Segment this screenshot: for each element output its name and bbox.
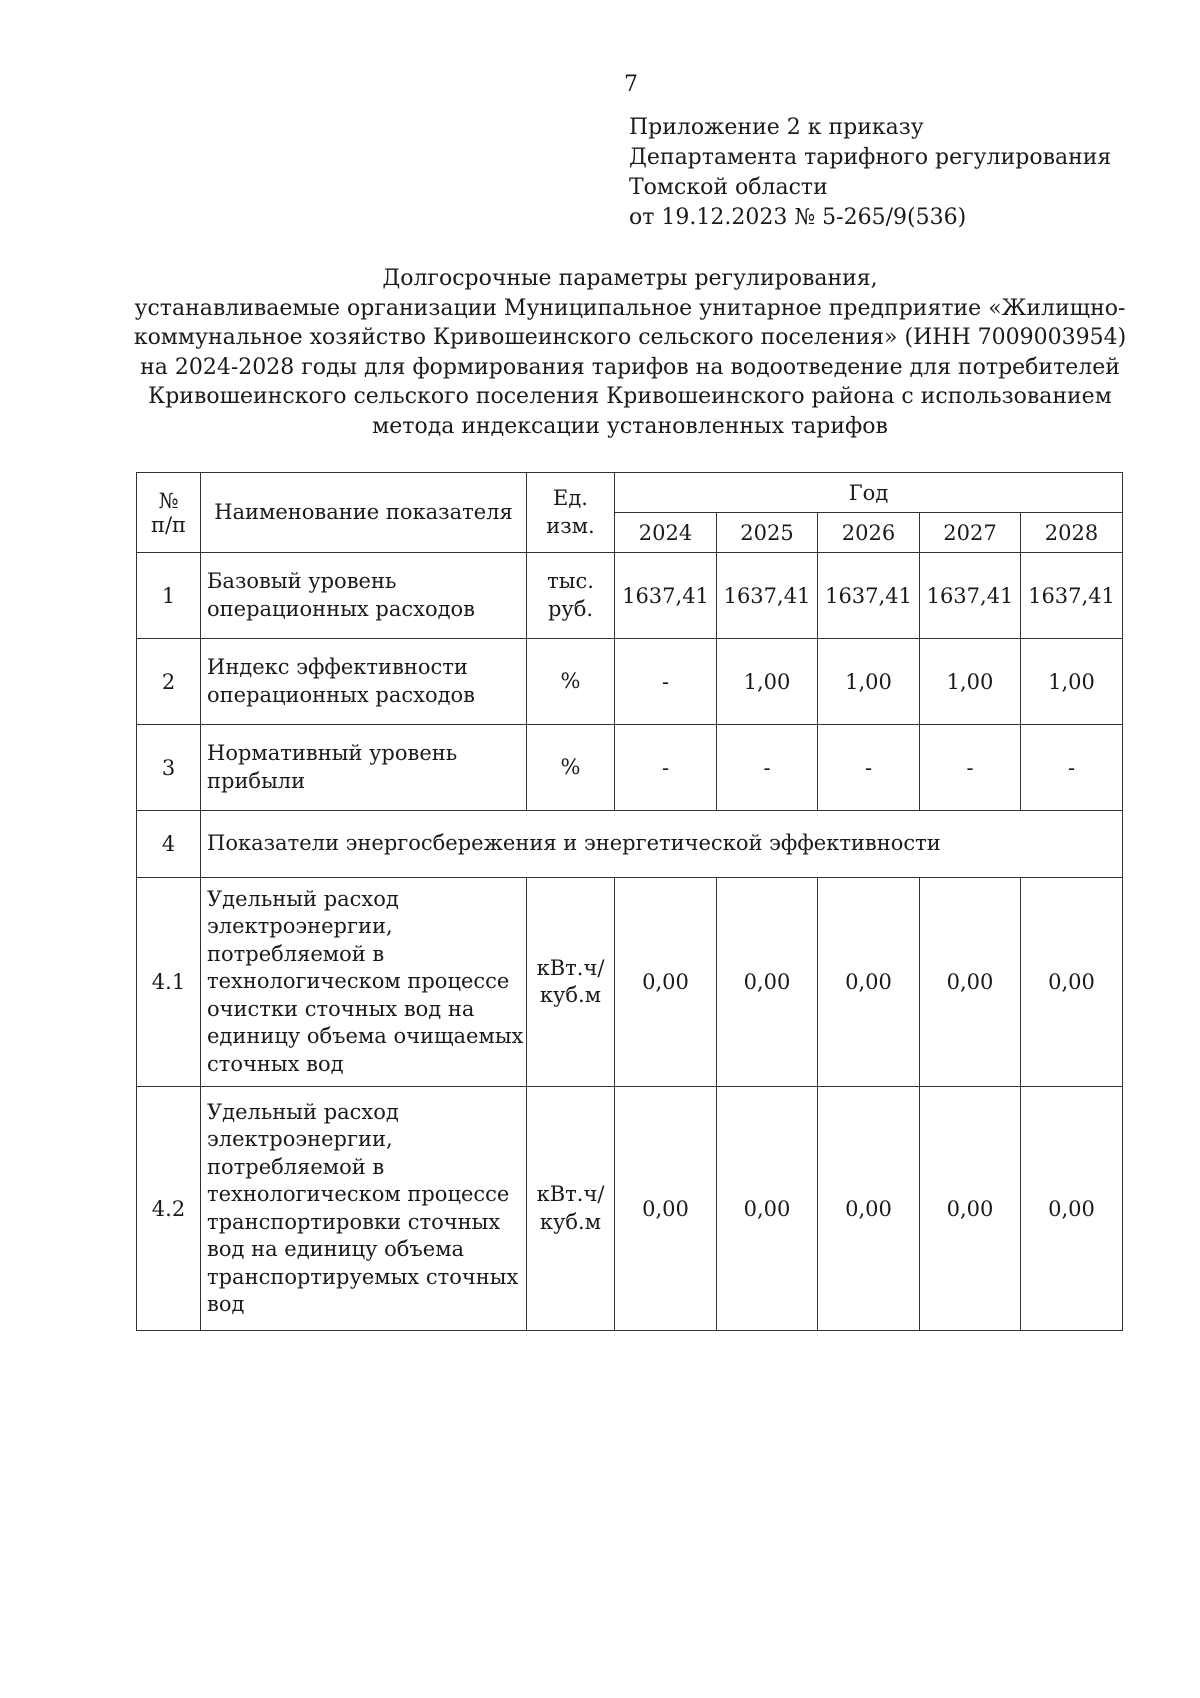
header-unit-line1: Ед. — [553, 486, 588, 510]
row-num: 4.2 — [137, 1087, 201, 1331]
row-value: 0,00 — [717, 1087, 818, 1331]
appendix-line: Департамента тарифного регулирования — [629, 145, 1112, 170]
row-value: - — [717, 725, 818, 811]
header-year: 2028 — [1021, 513, 1123, 553]
appendix-line: Томской области — [629, 175, 828, 200]
row-value: - — [615, 725, 717, 811]
table-section-row — [137, 811, 1123, 878]
row-num: 3 — [137, 725, 201, 811]
row-value: 0,00 — [920, 1087, 1021, 1331]
row-value: - — [920, 725, 1021, 811]
row-value: 1637,41 — [920, 553, 1021, 639]
row-value: 1637,41 — [1021, 553, 1123, 639]
row-value: 0,00 — [1021, 878, 1123, 1087]
row-value: 1,00 — [717, 639, 818, 725]
header-unit — [527, 473, 615, 553]
title-line: коммунальное хозяйство Кривошеинского сельского поселения» (ИНН 7009003954) — [133, 325, 1127, 350]
row-unit: тыс. руб. — [527, 553, 615, 639]
row-value: 0,00 — [818, 1087, 920, 1331]
row-unit: кВт.ч/ куб.м — [527, 1087, 615, 1331]
title-line: метода индексации установленных тарифов — [372, 413, 888, 439]
parameters-table — [136, 472, 1123, 1331]
row-name: Удельный расход электроэнергии, потребляемой в технологическом процессе транспортировки сточных вод на единицу объема транспортируемых сточных вод — [201, 1087, 527, 1331]
header-year: 2024 — [615, 513, 717, 553]
header-year: 2026 — [818, 513, 920, 553]
header-year: 2025 — [717, 513, 818, 553]
row-unit: кВт.ч/ куб.м — [527, 878, 615, 1087]
row-value: 1,00 — [818, 639, 920, 725]
row-num: 2 — [137, 639, 201, 725]
row-value: 1637,41 — [615, 553, 717, 639]
appendix-reference — [629, 113, 1111, 233]
row-value: - — [1021, 725, 1123, 811]
table-header-row — [137, 473, 1123, 513]
table-row — [137, 725, 1123, 811]
section-name: Показатели энергосбережения и энергетической эффективности — [201, 811, 1123, 878]
row-value: 1,00 — [920, 639, 1021, 725]
row-value: 0,00 — [818, 878, 920, 1087]
title-line: Кривошеинского сельского поселения Кривошеинского района с использованием — [148, 384, 1112, 409]
row-value: - — [615, 639, 717, 725]
table-row — [137, 639, 1123, 725]
row-value: - — [818, 725, 920, 811]
header-unit-line2: изм. — [546, 513, 595, 538]
row-value: 0,00 — [920, 878, 1021, 1087]
row-value: 1,00 — [1021, 639, 1123, 725]
row-name: Нормативный уровень прибыли — [201, 725, 527, 811]
header-num-line1: № — [158, 488, 179, 513]
title-line: Долгосрочные параметры регулирования, — [382, 266, 878, 291]
table-row — [137, 1087, 1123, 1331]
page-number: 7 — [624, 72, 638, 97]
table-row — [137, 878, 1123, 1087]
row-name: Базовый уровень операционных расходов — [201, 553, 527, 639]
title-line: устанавливаемые организации Муниципальное унитарное предприятие «Жилищно- — [134, 295, 1126, 321]
row-name: Удельный расход электроэнергии, потребляемой в технологическом процессе очистки сточных вод на единицу объема очищаемых сточных вод — [201, 878, 527, 1087]
row-num: 1 — [137, 553, 201, 639]
header-name: Наименование показателя — [201, 473, 527, 553]
appendix-line: от 19.12.2023 № 5-265/9(536) — [629, 205, 967, 230]
row-num: 4 — [137, 811, 201, 878]
row-value: 0,00 — [615, 878, 717, 1087]
row-unit: % — [527, 639, 615, 725]
header-year: 2027 — [920, 513, 1021, 553]
title-line: на 2024-2028 годы для формирования тарифов на водоотведение для потребителей — [140, 354, 1120, 380]
row-name: Индекс эффективности операционных расходов — [201, 639, 527, 725]
document-title — [60, 264, 1200, 441]
header-num-line2: п/п — [150, 512, 187, 537]
row-value: 0,00 — [615, 1087, 717, 1331]
header-num — [137, 473, 201, 553]
row-value: 0,00 — [717, 878, 818, 1087]
row-num: 4.1 — [137, 878, 201, 1087]
table-row — [137, 553, 1123, 639]
appendix-line: Приложение 2 к приказу — [629, 115, 924, 140]
header-year-group: Год — [615, 473, 1123, 513]
row-unit: % — [527, 725, 615, 811]
row-value: 1637,41 — [818, 553, 920, 639]
row-value: 0,00 — [1021, 1087, 1123, 1331]
row-value: 1637,41 — [717, 553, 818, 639]
